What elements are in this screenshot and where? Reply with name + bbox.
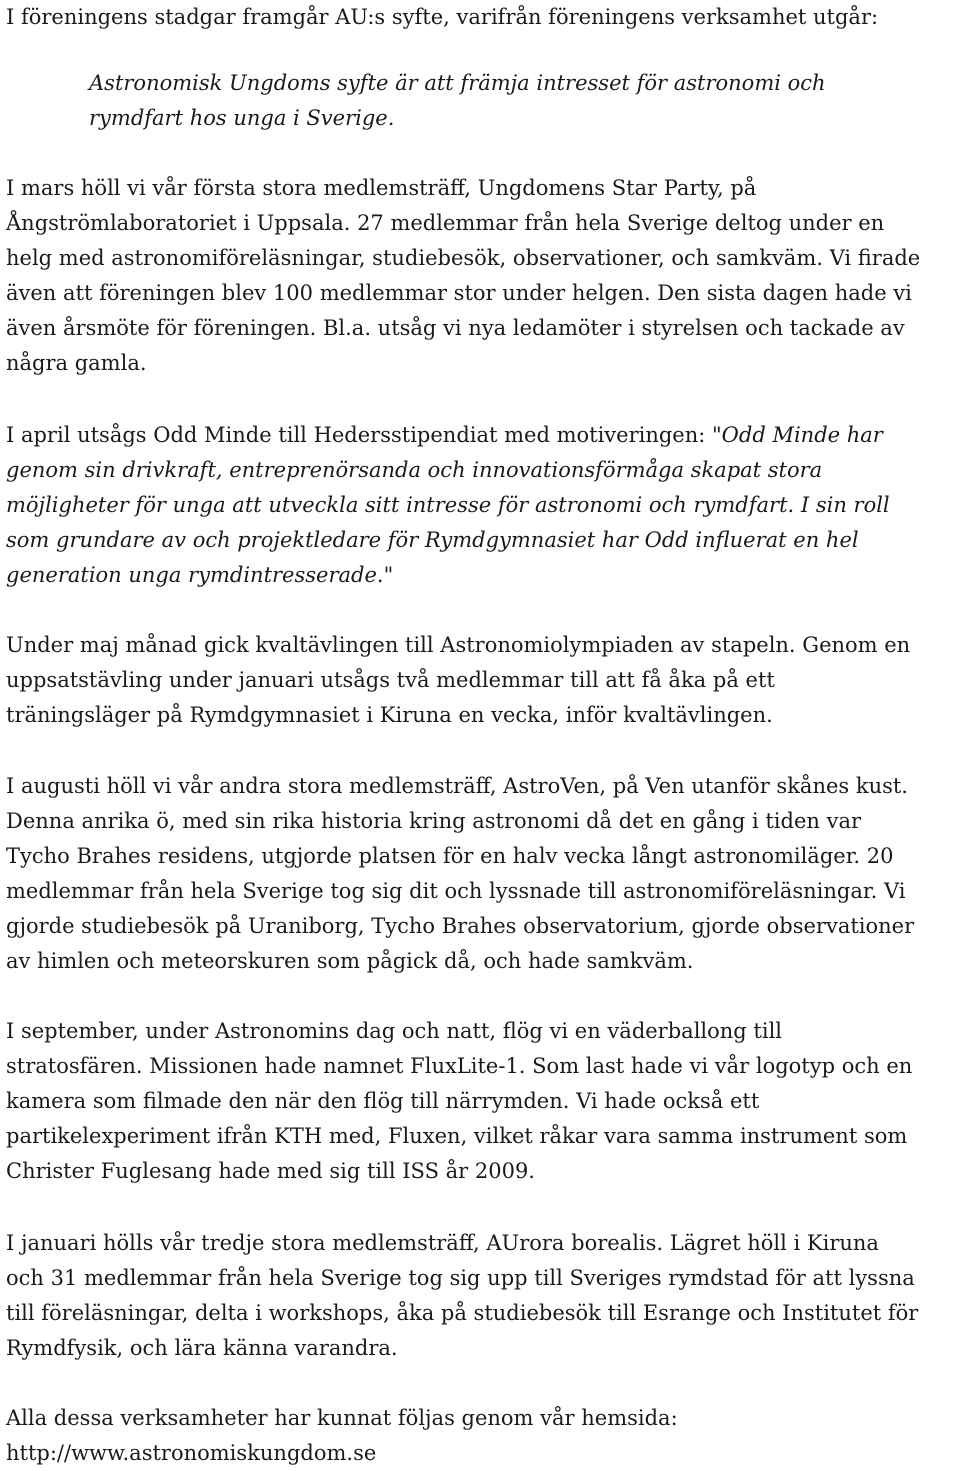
- text-line: stratosfären. Missionen hade namnet FluxLite-1. Som last hade vi vår logotyp och en: [6, 1054, 913, 1078]
- text-line: [6, 1436, 956, 1471]
- text-line: helg med astronomiföreläsningar, studiebesök, observationer, och samkväm. Vi firade: [6, 246, 921, 270]
- text-line: av himlen och meteorskuren som pågick då, och hade samkväm.: [6, 949, 694, 973]
- text-line: I januari hölls vår tredje stora medlemsträff, AUrora borealis. Lägret höll i Kiruna: [6, 1231, 879, 1255]
- text-line: även att föreningen blev 100 medlemmar stor under helgen. Den sista dagen hade vi: [6, 281, 912, 305]
- text-plain: ": [383, 563, 394, 587]
- statute-quote: [6, 66, 956, 136]
- text-line: möjligheter för unga att utveckla sitt intresse för astronomi och rymdfart. I sin roll: [6, 493, 890, 517]
- paragraph-mars: [6, 171, 956, 381]
- text-line: I föreningens stadgar framgår AU:s syfte, varifrån föreningens verksamhet utgår:: [6, 5, 879, 29]
- text-line: medlemmar från hela Sverige tog sig dit och lyssnade till astronomiföreläsningar. Vi: [6, 879, 906, 903]
- text-line: Astronomisk Ungdoms syfte är att främja intresset för astronomi och: [89, 71, 826, 95]
- text-line: Under maj månad gick kvaltävlingen till Astronomiolympiaden av stapeln. Genom en: [6, 633, 911, 657]
- text-line: uppsatstävling under januari utsågs två medlemmar till att få åka på ett: [6, 668, 775, 692]
- paragraph-september: [6, 1014, 956, 1189]
- text-line: även årsmöte för föreningen. Bl.a. utsåg vi nya ledamöter i styrelsen och tackade av: [6, 316, 905, 340]
- text-line: Christer Fuglesang hade med sig till ISS år 2009.: [6, 1159, 535, 1183]
- paragraph-hemsida: [6, 1401, 956, 1471]
- text-plain: I april utsågs Odd Minde till Hedersstipendiat med motiveringen: ": [6, 423, 722, 447]
- paragraph-januari: [6, 1226, 956, 1366]
- text-line: [6, 418, 956, 453]
- text-line: partikelexperiment ifrån KTH med, Fluxen, vilket råkar vara samma instrument som: [6, 1124, 908, 1148]
- paragraph-maj: [6, 628, 956, 733]
- text-line: I september, under Astronomins dag och natt, flög vi en väderballong till: [6, 1019, 782, 1043]
- text-line: Rymdfysik, och lära känna varandra.: [6, 1336, 398, 1360]
- text-line: kamera som filmade den när den flög till närrymden. Vi hade också ett: [6, 1089, 760, 1113]
- text-line: I mars höll vi vår första stora medlemsträff, Ungdomens Star Party, på: [6, 176, 757, 200]
- text-line: som grundare av och projektledare för Rymdgymnasiet har Odd influerat en hel: [6, 528, 859, 552]
- text-italic: generation unga rymdintresserade.: [6, 563, 384, 587]
- text-line: Alla dessa verksamheter har kunnat följas genom vår hemsida:: [6, 1406, 678, 1430]
- text-line: [6, 558, 956, 593]
- text-line: gjorde studiebesök på Uraniborg, Tycho Brahes observatorium, gjorde observationer: [6, 914, 915, 938]
- text-line: och 31 medlemmar från hela Sverige tog sig upp till Sveriges rymdstad för att lyssna: [6, 1266, 915, 1290]
- text-line: Ångströmlaboratoriet i Uppsala. 27 medlemmar från hela Sverige deltog under en: [6, 211, 885, 235]
- paragraph-april: [6, 418, 956, 593]
- text-italic: Odd Minde har: [721, 423, 883, 447]
- text-line: Tycho Brahes residens, utgjorde platsen för en halv vecka långt astronomiläger. 20: [6, 844, 894, 868]
- text-line: rymdfart hos unga i Sverige.: [89, 106, 395, 130]
- text-line: Denna anrika ö, med sin rika historia kring astronomi då det en gång i tiden var: [6, 809, 862, 833]
- text-line: träningsläger på Rymdgymnasiet i Kiruna en vecka, inför kvaltävlingen.: [6, 703, 773, 727]
- intro-paragraph: [6, 0, 956, 35]
- text-line: till föreläsningar, delta i workshops, åka på studiebesök till Esrange och Institutet för: [6, 1301, 919, 1325]
- text-line: genom sin drivkraft, entreprenörsanda och innovationsförmåga skapat stora: [6, 458, 823, 482]
- text-line: I augusti höll vi vår andra stora medlemsträff, AstroVen, på Ven utanför skånes kust.: [6, 774, 908, 798]
- website-link[interactable]: http://www.astronomiskungdom.se: [6, 1441, 377, 1465]
- paragraph-augusti: [6, 769, 956, 979]
- text-line: några gamla.: [6, 351, 147, 375]
